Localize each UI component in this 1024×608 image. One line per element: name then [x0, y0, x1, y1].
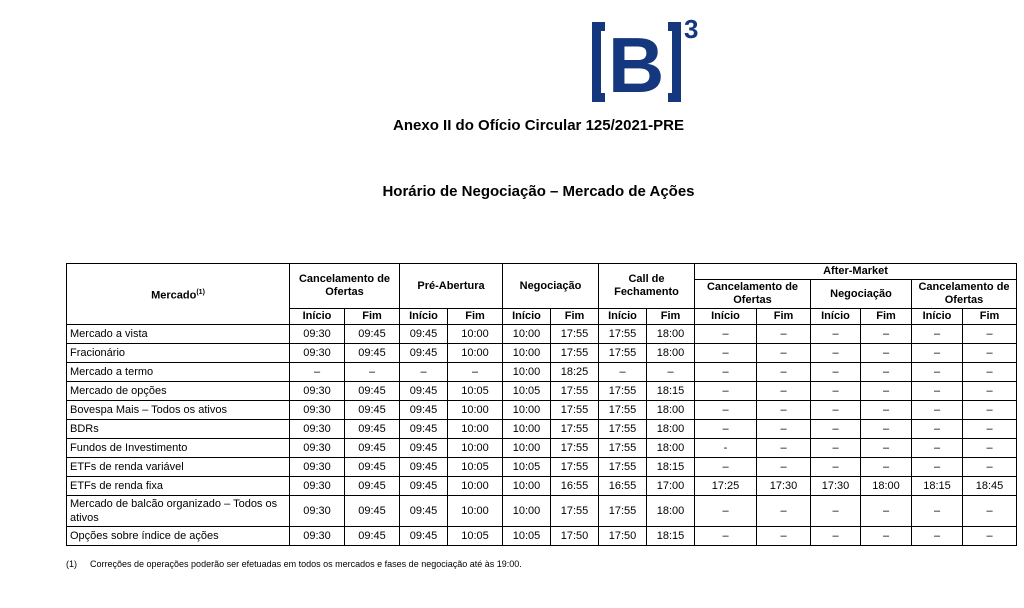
time-cell: 09:45 — [345, 439, 400, 458]
after-group-header: Negociação — [811, 280, 912, 309]
time-cell: – — [963, 527, 1017, 546]
table-row — [67, 382, 1017, 401]
time-cell: 09:45 — [400, 527, 448, 546]
time-cell: 16:55 — [551, 477, 599, 496]
fim-header: Fim — [861, 309, 912, 325]
time-cell: – — [757, 439, 811, 458]
table-row — [67, 363, 1017, 382]
time-cell: 09:45 — [345, 344, 400, 363]
fim-header: Fim — [448, 309, 503, 325]
time-cell: – — [861, 325, 912, 344]
time-cell: – — [811, 382, 861, 401]
fim-header: Fim — [757, 309, 811, 325]
time-cell: – — [912, 363, 963, 382]
time-cell: – — [811, 344, 861, 363]
time-cell: 10:00 — [448, 496, 503, 527]
time-cell: 17:55 — [551, 496, 599, 527]
time-cell: – — [695, 363, 757, 382]
time-cell: – — [963, 382, 1017, 401]
mercado-cell: Mercado a termo — [67, 363, 290, 382]
time-cell: 18:00 — [647, 401, 695, 420]
time-cell: – — [963, 420, 1017, 439]
group-header: Negociação — [503, 264, 599, 309]
inicio-header: Início — [400, 309, 448, 325]
time-cell: 18:15 — [647, 527, 695, 546]
time-cell: 10:00 — [503, 420, 551, 439]
fim-header: Fim — [551, 309, 599, 325]
mercado-cell: Fracionário — [67, 344, 290, 363]
time-cell: 17:55 — [551, 458, 599, 477]
time-cell: – — [861, 382, 912, 401]
time-cell: 09:30 — [290, 401, 345, 420]
time-cell: 09:30 — [290, 325, 345, 344]
document-title: Anexo II do Ofício Circular 125/2021-PRE — [393, 117, 684, 134]
time-cell: 18:00 — [861, 477, 912, 496]
table-row — [67, 527, 1017, 546]
time-cell: 09:45 — [400, 401, 448, 420]
inicio-header: Início — [695, 309, 757, 325]
time-cell: – — [695, 496, 757, 527]
time-cell: 18:00 — [647, 344, 695, 363]
time-cell: 18:00 — [647, 496, 695, 527]
time-cell: 09:45 — [400, 439, 448, 458]
logo-bracket-left — [592, 22, 605, 102]
time-cell: 18:15 — [647, 382, 695, 401]
inicio-header: Início — [503, 309, 551, 325]
time-cell: 09:45 — [345, 527, 400, 546]
time-cell: – — [811, 527, 861, 546]
table-row — [67, 496, 1017, 527]
time-cell: – — [861, 344, 912, 363]
mercado-cell: ETFs de renda variável — [67, 458, 290, 477]
inicio-header: Início — [811, 309, 861, 325]
time-cell: 17:00 — [647, 477, 695, 496]
table-row — [67, 344, 1017, 363]
group-header: Pré-Abertura — [400, 264, 503, 309]
time-cell: – — [695, 527, 757, 546]
mercado-header: Mercado$^{(1)}$ — [67, 264, 290, 325]
time-cell: – — [861, 420, 912, 439]
time-cell: 10:00 — [448, 439, 503, 458]
logo-letter: B — [608, 21, 665, 109]
time-cell: 18:00 — [647, 439, 695, 458]
time-cell: 18:45 — [963, 477, 1017, 496]
time-cell: 10:00 — [448, 401, 503, 420]
time-cell: – — [757, 382, 811, 401]
time-cell: 09:30 — [290, 344, 345, 363]
time-cell: 17:55 — [599, 401, 647, 420]
inicio-header: Início — [290, 309, 345, 325]
table-row — [67, 325, 1017, 344]
time-cell: – — [695, 382, 757, 401]
time-cell: – — [861, 458, 912, 477]
time-cell: 17:55 — [551, 344, 599, 363]
time-cell: – — [912, 458, 963, 477]
time-cell: – — [599, 363, 647, 382]
time-cell: – — [757, 363, 811, 382]
time-cell: – — [861, 401, 912, 420]
time-cell: 09:30 — [290, 496, 345, 527]
time-cell: 17:50 — [599, 527, 647, 546]
footnote-text: Correções de operações poderão ser efetuadas em todos os mercados e fases de negociação até às 19:00. — [90, 559, 522, 569]
time-cell: – — [448, 363, 503, 382]
time-cell: – — [811, 401, 861, 420]
time-cell: 09:45 — [400, 477, 448, 496]
time-cell: – — [912, 382, 963, 401]
time-cell: 17:55 — [599, 382, 647, 401]
fim-header: Fim — [345, 309, 400, 325]
time-cell: – — [912, 439, 963, 458]
time-cell: – — [757, 496, 811, 527]
time-cell: 18:00 — [647, 420, 695, 439]
fim-header: Fim — [647, 309, 695, 325]
time-cell: – — [811, 458, 861, 477]
mercado-cell: Mercado a vista — [67, 325, 290, 344]
time-cell: – — [695, 325, 757, 344]
time-cell: – — [861, 527, 912, 546]
table-row — [67, 401, 1017, 420]
time-cell: 10:00 — [503, 363, 551, 382]
time-cell: 09:45 — [345, 382, 400, 401]
time-cell: – — [963, 439, 1017, 458]
time-cell: – — [912, 401, 963, 420]
time-cell: – — [963, 496, 1017, 527]
time-cell: 09:45 — [400, 458, 448, 477]
inicio-header: Início — [599, 309, 647, 325]
b3-logo — [592, 16, 702, 108]
after-group-header: Cancelamento de Ofertas — [912, 280, 1017, 309]
time-cell: 09:45 — [345, 477, 400, 496]
time-cell: 10:00 — [503, 401, 551, 420]
time-cell: – — [695, 420, 757, 439]
time-cell: 17:55 — [551, 420, 599, 439]
time-cell: – — [912, 496, 963, 527]
time-cell: – — [647, 363, 695, 382]
time-cell: – — [757, 344, 811, 363]
time-cell: 10:00 — [448, 344, 503, 363]
footnote-number: (1) — [66, 559, 77, 569]
table-row — [67, 458, 1017, 477]
time-cell: 10:05 — [448, 458, 503, 477]
after-market-header: After-Market — [695, 264, 1017, 280]
time-cell: – — [963, 363, 1017, 382]
time-cell: – — [811, 363, 861, 382]
mercado-cell: Mercado de opções — [67, 382, 290, 401]
time-cell: 18:15 — [647, 458, 695, 477]
time-cell: 17:55 — [599, 496, 647, 527]
logo-superscript: 3 — [684, 14, 699, 44]
time-cell: 10:00 — [503, 496, 551, 527]
time-cell: 17:55 — [551, 325, 599, 344]
group-header: Call de Fechamento — [599, 264, 695, 309]
time-cell: 09:45 — [400, 325, 448, 344]
time-cell: 18:15 — [912, 477, 963, 496]
time-cell: 10:00 — [503, 325, 551, 344]
time-cell: – — [861, 363, 912, 382]
table-row — [67, 477, 1017, 496]
time-cell: 09:30 — [290, 439, 345, 458]
time-cell: 17:55 — [599, 325, 647, 344]
time-cell: – — [290, 363, 345, 382]
time-cell: 09:45 — [400, 496, 448, 527]
table-row — [67, 420, 1017, 439]
time-cell: – — [811, 439, 861, 458]
time-cell: – — [757, 458, 811, 477]
time-cell: – — [757, 325, 811, 344]
trading-hours-table — [66, 263, 1017, 546]
time-cell: – — [861, 496, 912, 527]
time-cell: – — [757, 401, 811, 420]
time-cell: – — [811, 325, 861, 344]
time-cell: – — [963, 325, 1017, 344]
time-cell: 09:45 — [400, 382, 448, 401]
time-cell: 10:05 — [448, 382, 503, 401]
time-cell: 17:55 — [599, 439, 647, 458]
group-header: Cancelamento de Ofertas — [290, 264, 400, 309]
time-cell: 10:00 — [448, 325, 503, 344]
mercado-cell: BDRs — [67, 420, 290, 439]
time-cell: 17:55 — [551, 401, 599, 420]
time-cell: – — [695, 401, 757, 420]
mercado-cell: Mercado de balcão organizado – Todos os ativos — [67, 496, 290, 527]
logo-bracket-right — [668, 22, 681, 102]
time-cell: 09:30 — [290, 477, 345, 496]
time-cell: 17:50 — [551, 527, 599, 546]
time-cell: 10:05 — [503, 382, 551, 401]
time-cell: 09:45 — [345, 420, 400, 439]
time-cell: 10:05 — [503, 458, 551, 477]
time-cell: 10:05 — [448, 527, 503, 546]
table-row — [67, 439, 1017, 458]
time-cell: – — [912, 344, 963, 363]
time-cell: – — [757, 420, 811, 439]
time-cell: 17:55 — [551, 439, 599, 458]
mercado-cell: Opções sobre índice de ações — [67, 527, 290, 546]
time-cell: – — [695, 344, 757, 363]
time-cell: 10:00 — [448, 420, 503, 439]
footnote — [66, 559, 522, 569]
fim-header: Fim — [963, 309, 1017, 325]
time-cell: 09:45 — [345, 458, 400, 477]
time-cell: 10:00 — [503, 344, 551, 363]
time-cell: – — [912, 527, 963, 546]
time-cell: – — [757, 527, 811, 546]
time-cell: – — [912, 325, 963, 344]
time-cell: 17:30 — [811, 477, 861, 496]
time-cell: 17:55 — [599, 420, 647, 439]
time-cell: 09:30 — [290, 458, 345, 477]
time-cell: 18:00 — [647, 325, 695, 344]
time-cell: 09:45 — [345, 496, 400, 527]
time-cell: 17:25 — [695, 477, 757, 496]
mercado-cell: Fundos de Investimento — [67, 439, 290, 458]
time-cell: – — [400, 363, 448, 382]
time-cell: – — [345, 363, 400, 382]
time-cell: - — [695, 439, 757, 458]
time-cell: 17:30 — [757, 477, 811, 496]
time-cell: 17:55 — [599, 344, 647, 363]
time-cell: 09:30 — [290, 420, 345, 439]
time-cell: – — [963, 458, 1017, 477]
time-cell: – — [912, 420, 963, 439]
time-cell: 09:45 — [345, 325, 400, 344]
time-cell: 09:45 — [400, 420, 448, 439]
time-cell: 09:45 — [345, 401, 400, 420]
time-cell: – — [963, 344, 1017, 363]
time-cell: 16:55 — [599, 477, 647, 496]
time-cell: – — [811, 420, 861, 439]
time-cell: 10:00 — [503, 477, 551, 496]
time-cell: 09:30 — [290, 527, 345, 546]
document-subtitle: Horário de Negociação – Mercado de Ações — [382, 183, 695, 200]
mercado-cell: ETFs de renda fixa — [67, 477, 290, 496]
time-cell: – — [811, 496, 861, 527]
after-group-header: Cancelamento de Ofertas — [695, 280, 811, 309]
time-cell: 10:00 — [448, 477, 503, 496]
time-cell: 09:30 — [290, 382, 345, 401]
time-cell: 10:00 — [503, 439, 551, 458]
time-cell: – — [695, 458, 757, 477]
time-cell: – — [963, 401, 1017, 420]
mercado-cell: Bovespa Mais – Todos os ativos — [67, 401, 290, 420]
time-cell: 17:55 — [599, 458, 647, 477]
time-cell: 18:25 — [551, 363, 599, 382]
time-cell: – — [861, 439, 912, 458]
time-cell: 09:45 — [400, 344, 448, 363]
inicio-header: Início — [912, 309, 963, 325]
time-cell: 17:55 — [551, 382, 599, 401]
time-cell: 10:05 — [503, 527, 551, 546]
